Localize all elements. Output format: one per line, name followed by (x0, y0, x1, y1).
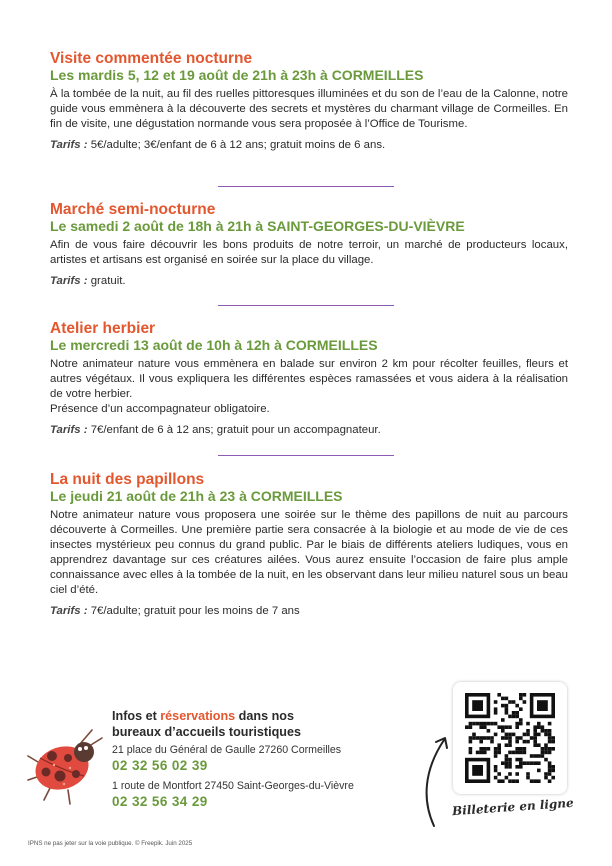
info-heading-line2: bureaux d’accueils touristiques (112, 725, 301, 739)
qr-code[interactable] (465, 693, 555, 783)
office-cormeilles-phone: 02 32 56 02 39 (112, 758, 208, 773)
ticketing-qr-card[interactable] (453, 682, 567, 794)
separator-line (218, 455, 394, 456)
price-value: gratuit. (87, 275, 126, 287)
office-cormeilles-address: 21 place du Général de Gaulle 27260 Cormeilles (112, 744, 342, 756)
office-saint-georges-address: 1 route de Montfort 27450 Saint-Georges-du-Vièvre (112, 780, 354, 792)
price-value: 7€/adulte; gratuit pour les moins de 7 ans (87, 605, 300, 617)
event-date-location: Le samedi 2 août de 18h à 21h à SAINT-GEORGES-DU-VIÈVRE (50, 218, 465, 234)
event-description: Notre animateur nature vous proposera une soirée sur le thème des papillons de nuit au parcours découverte à Cormeilles. Une première partie sera consacrée à la biologie et au mode de vie de ces insectes mystérieux peu connus du grand public. Par le biais de différents ateliers ludiques, vous en apprendrez davantage sur ces créatures ailées. Vous aurez ensuite l’occasion de faire plus ample connaissance avec elles à la tombée de la nuit, en les observant dans leur milieu naturel sous un beau ciel d’été. (50, 509, 568, 596)
separator-line (218, 186, 394, 187)
event-description-note: Présence d’un accompagnateur obligatoire. (50, 403, 270, 415)
contact-info (112, 708, 402, 810)
event-title: La nuit des papillons (50, 471, 205, 488)
event-description: Notre animateur nature vous emmènera en balade sur environ 2 km pour récolter feuilles, fleurs et autres végétaux. Il vous expliquera les différentes espèces ramassées et vous aidera à la réalisation de votre herbier. (50, 358, 568, 400)
info-heading-accent: réservations (160, 709, 236, 723)
ladybug-illustration (22, 718, 112, 808)
legal-notice: IPNS ne pas jeter sur la voie publique. © Freepik. Juin 2025 (28, 840, 193, 847)
event-title: Marché semi-nocturne (50, 201, 216, 218)
separator-line (218, 305, 394, 306)
curved-arrow-icon (420, 730, 454, 830)
price-label: Tarifs : (50, 275, 88, 287)
event-date-location: Les mardis 5, 12 et 19 août de 21h à 23h à CORMEILLES (50, 67, 424, 83)
office-saint-georges-phone: 02 32 56 34 29 (112, 794, 208, 809)
price-value: 5€/adulte; 3€/enfant de 6 à 12 ans; gratuit moins de 6 ans. (87, 139, 386, 151)
event-title: Visite commentée nocturne (50, 50, 253, 67)
info-heading-suffix: dans nos (235, 709, 294, 723)
price-value: 7€/enfant de 6 à 12 ans; gratuit pour un accompagnateur. (87, 424, 381, 436)
event-price (50, 604, 568, 619)
event-date-location: Le mercredi 13 août de 10h à 12h à CORMEILLES (50, 337, 378, 353)
price-label: Tarifs : (50, 139, 88, 151)
event-price (50, 274, 568, 289)
price-label: Tarifs : (50, 424, 88, 436)
event-date-location: Le jeudi 21 août de 21h à 23 à CORMEILLES (50, 488, 343, 504)
event-marche-semi-nocturne (50, 201, 568, 289)
event-nuit-des-papillons (50, 471, 568, 619)
event-title: Atelier herbier (50, 320, 156, 337)
info-heading (112, 708, 402, 724)
event-description: À la tombée de la nuit, au fil des ruelles pittoresques illuminées et du son de l’eau de la Calonne, notre guide vous emmènera à la découverte des secrets et mystères du charmant village de Cormeilles. En fin de visite, une dégustation normande vous sera proposée à l’Office de Tourisme. (50, 88, 568, 130)
event-price (50, 423, 568, 438)
event-price (50, 138, 568, 153)
ticketing-caption: Billeterie en ligne (451, 795, 575, 819)
event-atelier-herbier (50, 320, 568, 438)
event-description: Afin de vous faire découvrir les bons produits de notre terroir, un marché de producteurs locaux, artistes et artisans est organisé en soirée sur la place du village. (50, 239, 568, 266)
info-heading-prefix: Infos et (112, 709, 161, 723)
price-label: Tarifs : (50, 605, 88, 617)
event-visite-nocturne (50, 50, 568, 153)
